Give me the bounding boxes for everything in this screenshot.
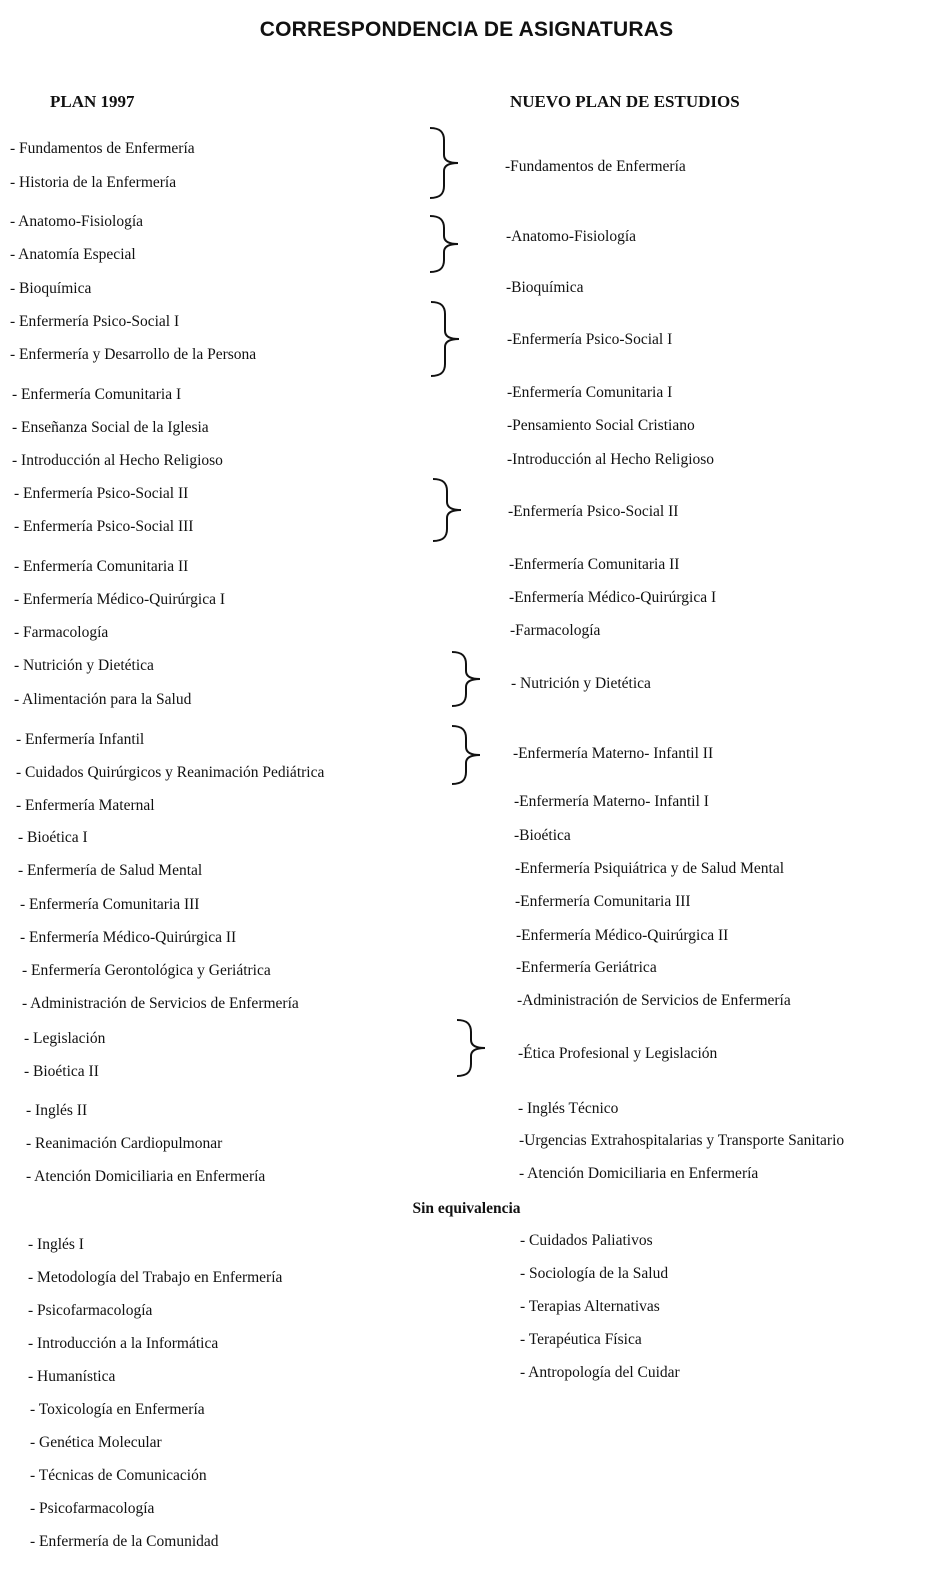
plan-1997-item: - Enfermería Comunitaria I	[12, 386, 182, 403]
new-plan-item: -Enfermería Psiquiátrica y de Salud Mental	[515, 860, 785, 877]
plan-1997-item: - Inglés II	[26, 1102, 88, 1119]
new-plan-item: - Nutrición y Dietética	[511, 675, 651, 692]
plan-1997-item: - Historia de la Enfermería	[10, 174, 177, 191]
no-equivalence-left-item: - Metodología del Trabajo en Enfermería	[28, 1269, 283, 1286]
new-plan-item: - Inglés Técnico	[518, 1100, 619, 1117]
no-equivalence-label: Sin equivalencia	[412, 1200, 521, 1217]
new-plan-item: -Enfermería Comunitaria I	[507, 384, 673, 401]
new-plan-item: -Enfermería Comunitaria II	[509, 556, 680, 573]
no-equivalence-left-item: - Psicofarmacología	[30, 1500, 155, 1517]
plan-1997-item: - Bioética I	[18, 829, 88, 846]
left-column-header: PLAN 1997	[50, 92, 135, 111]
no-equivalence-left-item: - Psicofarmacología	[28, 1302, 153, 1319]
grouping-brace-icon	[428, 126, 468, 200]
plan-1997-item: - Enfermería Psico-Social III	[14, 518, 194, 535]
plan-1997-item: - Enfermería Maternal	[16, 797, 155, 814]
new-plan-item: -Enfermería Comunitaria III	[515, 893, 691, 910]
new-plan-item: -Anatomo-Fisiología	[506, 228, 637, 245]
plan-1997-item: - Cuidados Quirúrgicos y Reanimación Pediátrica	[16, 764, 325, 781]
plan-1997-item: - Enseñanza Social de la Iglesia	[12, 419, 209, 436]
plan-1997-item: - Enfermería Gerontológica y Geriátrica	[22, 962, 271, 979]
plan-1997-item: - Farmacología	[14, 624, 109, 641]
new-plan-item: - Atención Domiciliaria en Enfermería	[519, 1165, 759, 1182]
new-plan-item: -Enfermería Materno- Infantil II	[513, 745, 714, 762]
plan-1997-item: - Enfermería Médico-Quirúrgica II	[20, 929, 237, 946]
new-plan-item: -Enfermería Psico-Social II	[508, 503, 679, 520]
no-equivalence-right-item: - Antropología del Cuidar	[520, 1364, 680, 1381]
grouping-brace-icon	[428, 214, 468, 274]
plan-1997-item: - Enfermería Comunitaria III	[20, 896, 200, 913]
new-plan-item: -Administración de Servicios de Enfermería	[517, 992, 791, 1009]
new-plan-item: -Bioquímica	[506, 279, 584, 296]
document-title: CORRESPONDENCIA DE ASIGNATURAS	[259, 18, 674, 41]
grouping-brace-icon	[429, 300, 469, 378]
no-equivalence-left-item: - Toxicología en Enfermería	[30, 1401, 205, 1418]
no-equivalence-left-item: - Técnicas de Comunicación	[30, 1467, 207, 1484]
grouping-brace-icon	[455, 1018, 495, 1078]
no-equivalence-left-item: - Inglés I	[28, 1236, 84, 1253]
new-plan-item: -Enfermería Psico-Social I	[507, 331, 673, 348]
plan-1997-item: - Enfermería y Desarrollo de la Persona	[10, 346, 257, 363]
new-plan-item: -Pensamiento Social Cristiano	[507, 417, 695, 434]
new-plan-item: -Bioética	[514, 827, 571, 844]
plan-1997-item: - Anatomía Especial	[10, 246, 136, 263]
new-plan-item: -Enfermería Médico-Quirúrgica I	[509, 589, 717, 606]
no-equivalence-left-item: - Humanística	[28, 1368, 116, 1385]
grouping-brace-icon	[450, 650, 490, 708]
grouping-brace-icon	[431, 477, 471, 543]
no-equivalence-left-item: - Introducción a la Informática	[28, 1335, 219, 1352]
plan-1997-item: - Nutrición y Dietética	[14, 657, 154, 674]
no-equivalence-right-item: - Terapias Alternativas	[520, 1298, 660, 1315]
plan-1997-item: - Bioquímica	[10, 280, 92, 297]
new-plan-item: -Enfermería Materno- Infantil I	[514, 793, 709, 810]
plan-1997-item: - Legislación	[24, 1030, 106, 1047]
new-plan-item: -Enfermería Geriátrica	[516, 959, 657, 976]
plan-1997-item: - Enfermería Comunitaria II	[14, 558, 189, 575]
plan-1997-item: - Enfermería Psico-Social II	[14, 485, 189, 502]
plan-1997-item: - Fundamentos de Enfermería	[10, 140, 195, 157]
plan-1997-item: - Enfermería Médico-Quirúrgica I	[14, 591, 226, 608]
plan-1997-item: - Atención Domiciliaria en Enfermería	[26, 1168, 266, 1185]
no-equivalence-right-item: - Terapéutica Física	[520, 1331, 642, 1348]
no-equivalence-right-item: - Cuidados Paliativos	[520, 1232, 653, 1249]
new-plan-item: -Introducción al Hecho Religioso	[507, 451, 715, 468]
plan-1997-item: - Enfermería Infantil	[16, 731, 145, 748]
new-plan-item: -Enfermería Médico-Quirúrgica II	[516, 927, 729, 944]
plan-1997-item: - Administración de Servicios de Enfermería	[22, 995, 299, 1012]
no-equivalence-right-item: - Sociología de la Salud	[520, 1265, 669, 1282]
plan-1997-item: - Introducción al Hecho Religioso	[12, 452, 223, 469]
new-plan-item: -Fundamentos de Enfermería	[505, 158, 686, 175]
grouping-brace-icon	[450, 724, 490, 786]
new-plan-item: -Urgencias Extrahospitalarias y Transporte Sanitario	[519, 1132, 845, 1149]
plan-1997-item: - Reanimación Cardiopulmonar	[26, 1135, 223, 1152]
plan-1997-item: - Bioética II	[24, 1063, 99, 1080]
plan-1997-item: - Alimentación para la Salud	[14, 691, 192, 708]
no-equivalence-left-item: - Enfermería de la Comunidad	[30, 1533, 219, 1550]
new-plan-item: -Ética Profesional y Legislación	[518, 1045, 718, 1062]
plan-1997-item: - Anatomo-Fisiología	[10, 213, 144, 230]
new-plan-item: -Farmacología	[510, 622, 601, 639]
plan-1997-item: - Enfermería Psico-Social I	[10, 313, 180, 330]
plan-1997-item: - Enfermería de Salud Mental	[18, 862, 203, 879]
right-column-header: NUEVO PLAN DE ESTUDIOS	[510, 92, 740, 111]
no-equivalence-left-item: - Genética Molecular	[30, 1434, 162, 1451]
